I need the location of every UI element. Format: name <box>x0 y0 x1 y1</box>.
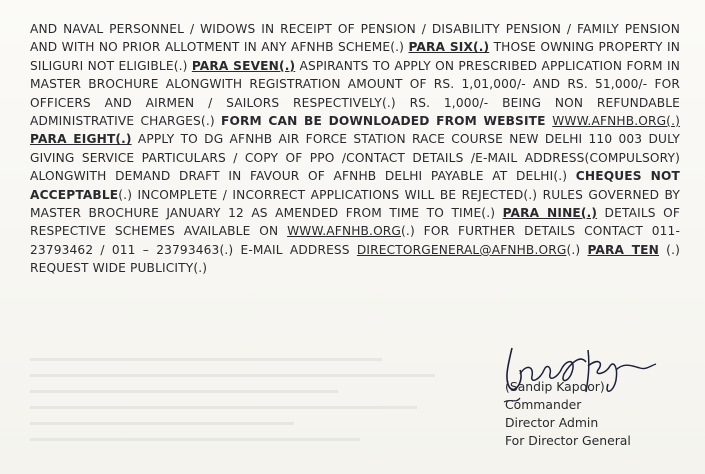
text-run: (.) INCOMPLETE / INCORRECT APPLICATIONS WILL BE REJECTED(.) RULES GOVERNED BY MASTER BROCHURE JANUARY 12 AS AMENDED FROM TIME TO TIME(.) <box>30 187 680 221</box>
signature-block <box>505 378 631 450</box>
text-run: (.) <box>566 242 588 257</box>
para-ten-heading: PARA TEN <box>587 242 659 257</box>
signatory-title: Director Admin <box>505 415 599 430</box>
signatory-rank: Commander <box>505 397 582 412</box>
text-run: (.) FOR FURTHER DETAILS CONTACT 011-23793462 / 011 – 23793463(.) E-MAIL ADDRESS <box>30 224 680 257</box>
bleed-through-text <box>30 345 470 465</box>
notice-body <box>30 20 680 278</box>
text-run: DETAILS OF RESPECTIVE SCHEMES AVAILABLE ON <box>30 206 680 239</box>
signatory-name: (Sandip Kapoor) <box>505 379 605 394</box>
text-run: APPLY TO DG AFNHB AIR FORCE STATION RACE COURSE NEW DELHI 110 003 DULY GIVING SERVICE PARTICULARS / COPY OF PPO /CONTACT DETAILS /E-MAIL ADDRESS(COMPULSORY) ALONGWITH DEMAND DRAFT IN FAVOUR OF AFNHB DELHI PAYABLE AT DELHI(.) <box>30 132 680 184</box>
text-run: (.) REQUEST WIDE PUBLICITY(.) <box>30 242 681 276</box>
form-download-note: FORM CAN BE DOWNLOADED FROM WEBSITE <box>221 114 553 129</box>
text-run: THOSE OWNING PROPERTY IN SILIGURI NOT ELIGIBLE(.) <box>30 40 681 73</box>
cheques-note: CHEQUES NOT ACCEPTABLE <box>30 169 680 202</box>
website-link[interactable]: WWW.AFNHB.ORG(.) <box>552 114 681 129</box>
text-run: AND NAVAL PERSONNEL / WIDOWS IN RECEIPT OF PENSION / DISABILITY PENSION / FAMILY PENSION AND WITH NO PRIOR ALLOTMENT IN ANY AFNHB SCHEME(.) <box>30 22 680 55</box>
para-eight-heading: PARA EIGHT(.) <box>30 132 132 147</box>
para-six-heading: PARA SIX(.) <box>408 40 490 55</box>
text-run: ASPIRANTS TO APPLY ON PRESCRIBED APPLICATION FORM IN MASTER BROCHURE ALONGWITH REGISTRATION AMOUNT OF RS. 1,01,000/- AND RS. 51,000/- FOR OFFICERS AND AIRMEN / SAILORS RESPECTIVELY(.) RS. 1,000/- BEING NON REFUNDABLE ADMINISTRATIVE CHARGES(.) <box>30 58 680 129</box>
para-seven-heading: PARA SEVEN(.) <box>191 58 296 73</box>
email-link[interactable]: DIRECTORGENERAL@AFNHB.ORG <box>356 242 567 257</box>
para-nine-heading: PARA NINE(.) <box>502 206 598 221</box>
website-link[interactable]: WWW.AFNHB.ORG <box>287 224 402 239</box>
signatory-for: For Director General <box>505 433 631 448</box>
